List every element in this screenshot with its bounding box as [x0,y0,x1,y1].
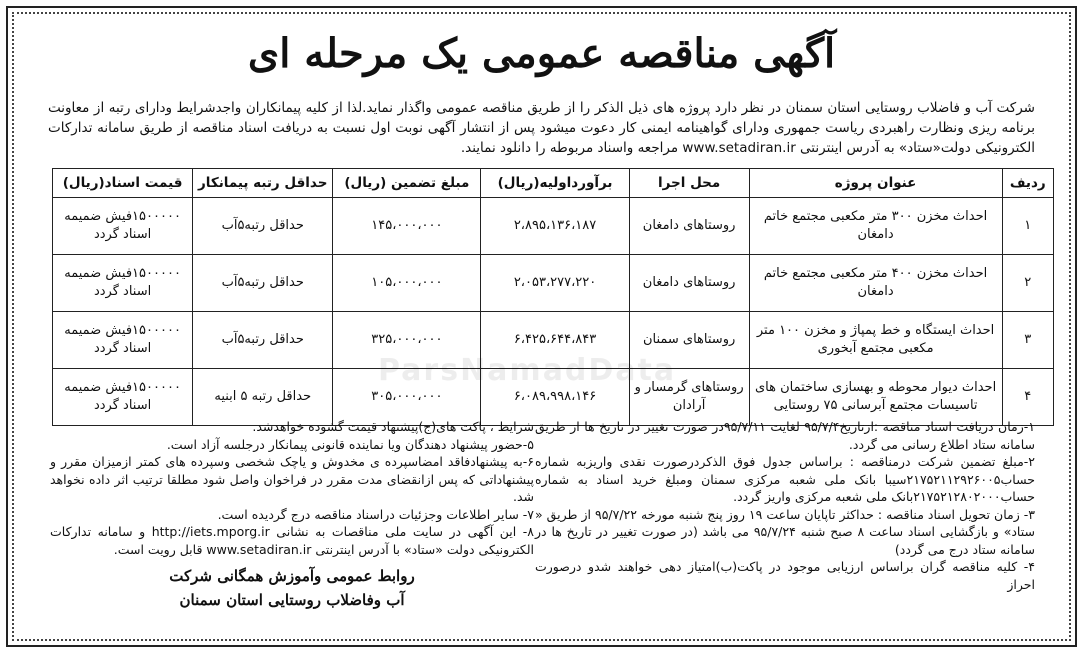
note-7: ۷- سایر اطلاعات وجزئیات دراسناد مناقصه درج گردیده است. [217,506,534,522]
notes-right-column [535,418,1035,593]
note-2: ۲-مبلغ تضمین شرکت درمناقصه : براساس جدول فوق الذکردرصورت نقدی واریزبه شماره حساب۲۱۷۵۲۱۱۲۹۲۶۰۰۵سیبا بانک ملی شعبه مرکزی سمنان ومبلغ خرید اسناد به شماره حساب۲۱۷۵۲۱۲۸۰۲۰۰۰بانک ملی شعبه مرکزی واریز گردد. [535,454,1035,504]
table-row [53,198,1054,255]
watermark-text: ParsNamadData [378,353,677,388]
notice-title: آگهی مناقصه عمومی یک مرحله ای [247,30,836,77]
signature-block [50,564,534,612]
note-1: ۱-زمان دریافت اسناد مناقصه :ازتاریخ۹۵/۷/۴ لغایت ۹۵/۷/۱۱در صورت تغییر در تاریخ ها از طریق سامانه ستاد اطلاع رسانی می گردد. [535,419,1035,452]
cell-location: روستاهای دامغان [629,198,749,255]
cell-location: روستاهای سمنان [629,312,749,369]
note-3: ۳- زمان تحویل اسناد مناقصه : حداکثر تاپایان ساعت ۱۹ روز پنج شنبه مورخه ۹۵/۷/۲۲ از طریق « ستاد» و بازگشایی اسناد ساعت ۸ صبح شنبه ۹۵/۷/۲۴ می باشد (در صورت تغییر در تاریخ ها در سامانه ستاد درج می گردد) [535,506,1035,557]
notice-page [6,6,1077,647]
notes-left-column [50,418,534,612]
header-price: قیمت اسناد(ریال) [53,169,193,198]
cell-price: ۱۵۰۰۰۰۰فیش ضمیمه اسناد گردد [53,255,193,312]
note-8: ۸- این آگهی در سایت ملی مناقصات به نشانی http://iets.mporg.ir و سامانه تدارکات الکترونیکی دولت «ستاد» با آدرس اینترنتی www.setadiran.ir قابل رویت است. [50,524,534,557]
note-4-continued: شرایط ، پاکت های(ج)پیشنهاد قیمت گشوده خواهدشد. [252,419,534,434]
cell-grade: حداقل رتبه۵آب [193,198,333,255]
cell-location: روستاهای دامغان [629,255,749,312]
cell-price: ۱۵۰۰۰۰۰فیش ضمیمه اسناد گردد [53,312,193,369]
header-guarantee: مبلغ تضمین (ریال) [333,169,481,198]
header-location: محل اجرا [629,169,749,198]
note-4: ۴- کلیه مناقصه گران براساس ارزیابی موجود در پاکت(ب)امتیاز دهی خواهند شدو درصورت احراز [535,559,1035,592]
cell-row-number: ۳ [1002,312,1053,369]
cell-row-number: ۴ [1002,369,1053,426]
cell-location: روستاهای گرمسار و آرادان [629,369,749,426]
cell-guarantee: ۳۰۵،۰۰۰،۰۰۰ [333,369,481,426]
cell-grade: حداقل رتبه۵آب [193,255,333,312]
cell-grade: حداقل رتبه ۵ ابنیه [193,369,333,426]
note-6: ۶-به پیشنهادفاقد امضاسپرده ی مخدوش و یاچک شخصی وسپرده های کمتر ازمیزان مقرر و پیشنهاداتی که پس ازانقضای مدت مقرر در فراخوان واصل شود مطلقا ترتیب اثر داده نخواهد شد. [50,454,534,504]
cell-estimate: ۶،۰۸۹،۹۹۸،۱۴۶ [481,369,629,426]
cell-price: ۱۵۰۰۰۰۰فیش ضمیمه اسناد گردد [53,198,193,255]
table-header-row [53,169,1054,198]
signature-line-1: روابط عمومی وآموزش همگانی شرکت [169,567,415,585]
cell-guarantee: ۱۰۵،۰۰۰،۰۰۰ [333,255,481,312]
cell-project-title: احداث مخزن ۳۰۰ متر مکعبی مجتمع خاتم دامغان [749,198,1002,255]
header-grade: حداقل رتبه پیمانکار [193,169,333,198]
header-row-number: ردیف [1002,169,1053,198]
cell-row-number: ۲ [1002,255,1053,312]
note-5: ۵-حضور پیشنهاد دهندگان ویا نماینده قانونی پیمانکار درجلسه آزاد است. [166,436,534,452]
cell-estimate: ۲،۸۹۵،۱۳۶،۱۸۷ [481,198,629,255]
cell-estimate: ۲،۰۵۳،۲۷۷،۲۲۰ [481,255,629,312]
cell-guarantee: ۱۴۵،۰۰۰،۰۰۰ [333,198,481,255]
signature-line-2: آب وفاضلاب روستایی استان سمنان [179,591,405,609]
header-project-title: عنوان پروژه [749,169,1002,198]
cell-price: ۱۵۰۰۰۰۰فیش ضمیمه اسناد گردد [53,369,193,426]
cell-grade: حداقل رتبه۵آب [193,312,333,369]
cell-guarantee: ۳۲۵،۰۰۰،۰۰۰ [333,312,481,369]
header-estimate: برآورداولیه(ریال) [481,169,629,198]
cell-project-title: احداث مخزن ۴۰۰ متر مکعبی مجتمع خاتم دامغان [749,255,1002,312]
cell-estimate: ۶،۴۲۵،۶۴۴،۸۴۳ [481,312,629,369]
cell-project-title: احداث ایستگاه و خط پمپاژ و مخزن ۱۰۰ متر مکعبی مجتمع آبخوری [749,312,1002,369]
cell-project-title: احداث دیوار محوطه و بهسازی ساختمان های تاسیسات مجتمع آبرسانی ۷۵ روستایی [749,369,1002,426]
cell-row-number: ۱ [1002,198,1053,255]
table-row [53,255,1054,312]
intro-paragraph: شرکت آب و فاضلاب روستایی استان سمنان در نظر دارد پروژه های ذیل الذکر را از طریق مناقصه عمومی واگذار نماید.لذا از کلیه پیمانکاران واجدشرایط ودارای رتبه از معاونت برنامه ریزی ونظارت راهبردی ریاست جمهوری ودارای گواهینامه ایمنی کار دعوت میشود پس از انتشار آگهی نوبت اول نسبت به دریافت اسناد مناقصه از طریق سامانه تدارکات الکترونیکی دولت«ستاد» به آدرس اینترنتی www.setadiran.ir مراجعه واسناد مربوطه را دانلود نمایند. [48,100,1035,156]
